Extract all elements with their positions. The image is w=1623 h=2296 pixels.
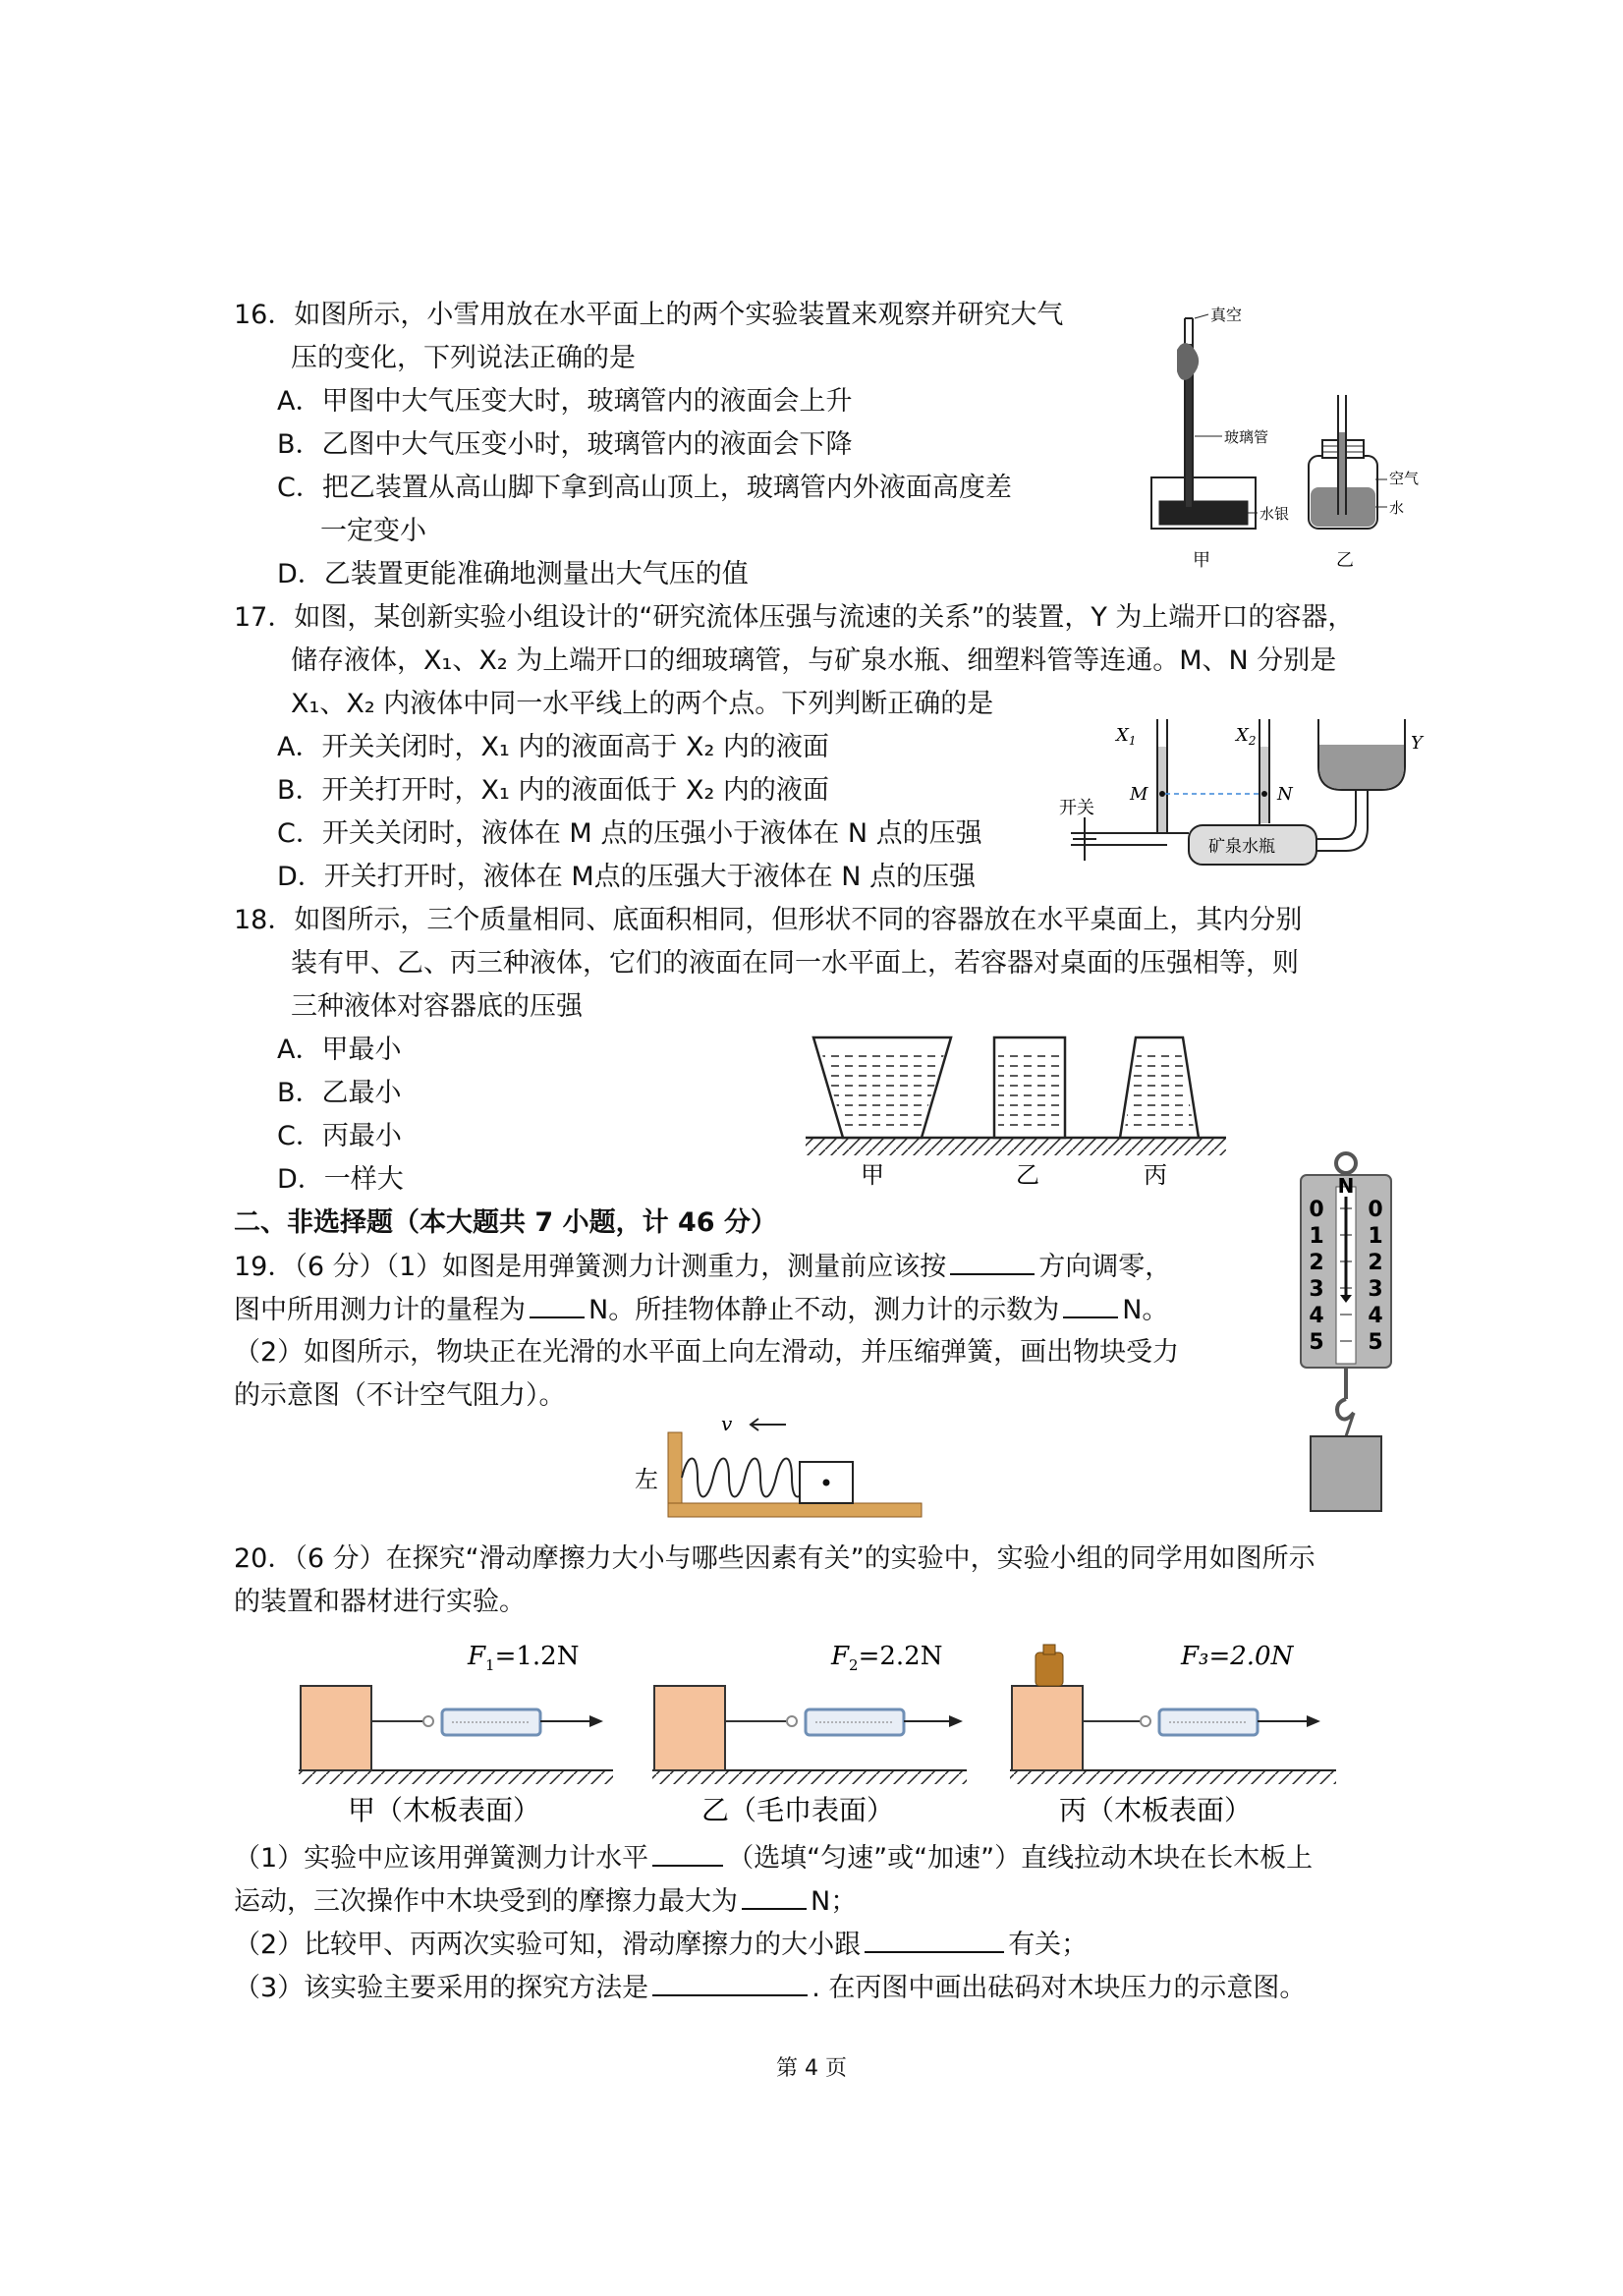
label-mercury: 水银 — [1259, 505, 1290, 523]
q19-blank-range[interactable] — [530, 1291, 585, 1318]
q19-line2-text-c: N。 — [1122, 1295, 1169, 1325]
q19-blank-reading[interactable] — [1063, 1291, 1118, 1318]
force-label-1: $F_1=1.2N$ — [468, 1642, 580, 1674]
q16-option-c-line2: 一定变小 — [320, 516, 426, 546]
wood-block — [1012, 1686, 1083, 1770]
q20-blank-max-friction[interactable] — [742, 1882, 807, 1910]
q19-line3: （2）如图所示，物块正在光滑的水平面上向左滑动，并压缩弹簧，画出物块受力 — [234, 1337, 1180, 1368]
q19-blank-zero-direction[interactable] — [950, 1248, 1035, 1275]
q19-spring-block-figure — [629, 1413, 933, 1521]
q20-blank-motion[interactable] — [652, 1839, 723, 1867]
q18-stem-line2: 装有甲、乙、丙三种液体，它们的液面在同一水平面上，若容器对桌面的压强相等，则 — [291, 948, 1299, 979]
label-velocity: v — [721, 1412, 733, 1435]
q17-option-a: A．开关关闭时，X₁ 内的液面高于 X₂ 内的液面 — [277, 732, 829, 762]
q17-stem-line2: 储存液体，X₁、X₂ 为上端开口的细玻璃管，与矿泉水瓶、细塑料管等连通。M、N 分别是 — [291, 645, 1337, 676]
q18-option-a: A．甲最小 — [277, 1035, 402, 1065]
tick-left-4: 4 — [1309, 1304, 1324, 1328]
q20-part1-text-d: N； — [811, 1886, 858, 1917]
q19-line1 — [234, 1248, 1171, 1286]
q18-option-b: B．乙最小 — [277, 1078, 402, 1108]
q20-part3-text-b: . 在丙图中画出砝码对木块压力的示意图。 — [812, 1973, 1307, 2003]
label-y: Y — [1411, 733, 1423, 754]
q17-stem-line3: X₁、X₂ 内液体中同一水平线上的两个点。下列判断正确的是 — [291, 689, 994, 719]
label-vacuum: 真空 — [1210, 306, 1243, 324]
q17-option-b: B．开关打开时，X₁ 内的液面低于 X₂ 内的液面 — [277, 775, 829, 806]
caption-bing: 丙（木板表面） — [1059, 1794, 1253, 1826]
tick-right-3: 3 — [1368, 1277, 1383, 1302]
q17-option-d: D．开关打开时，液体在 M点的压强大于液体在 N 点的压强 — [277, 862, 977, 892]
label-yi: 乙 — [1016, 1161, 1039, 1189]
tick-right-1: 1 — [1368, 1224, 1383, 1249]
label-left: 左 — [635, 1466, 658, 1493]
q20-part3-text-a: （3）该实验主要采用的探究方法是 — [234, 1973, 649, 2003]
q16-option-a: A．甲图中大气压变大时，玻璃管内的液面会上升 — [277, 386, 853, 417]
tick-left-2: 2 — [1309, 1251, 1324, 1275]
caption-jia: 甲（木板表面） — [348, 1794, 541, 1826]
tick-left-1: 1 — [1309, 1224, 1324, 1249]
scale-unit: N — [1337, 1174, 1355, 1198]
q16-option-d: D．乙装置更能准确地测量出大气压的值 — [277, 559, 749, 589]
q17-option-c: C．开关关闭时，液体在 M 点的压强小于液体在 N 点的压强 — [277, 818, 982, 849]
q20-part1-text-b: （选填“匀速”或“加速”）直线拉动木块在长木板上 — [727, 1843, 1314, 1874]
q20-line1: 20．（6 分）在探究“滑动摩擦力大小与哪些因素有关”的实验中，实验小组的同学用如图所示 — [234, 1543, 1315, 1574]
label-m: M — [1130, 784, 1148, 805]
label-x1: $X_1$ — [1116, 725, 1137, 748]
caption-yi: 乙（毛巾表面） — [701, 1794, 895, 1826]
section-2-title: 二、非选择题（本大题共 7 小题，计 46 分） — [234, 1207, 777, 1238]
q20-part1-line1 — [234, 1839, 1313, 1877]
label-water: 水 — [1389, 499, 1405, 517]
q20-line2: 的装置和器材进行实验。 — [234, 1587, 526, 1617]
label-x2: $X_2$ — [1236, 725, 1257, 748]
q20-part2-text-b: 有关； — [1008, 1930, 1089, 1960]
force-arrow — [949, 1715, 963, 1727]
q16-stem-line1: 16．如图所示，小雪用放在水平面上的两个实验装置来观察并研究大气 — [234, 300, 1064, 330]
q18-stem-line3: 三种液体对容器底的压强 — [291, 991, 583, 1022]
tick-left-5: 5 — [1309, 1330, 1324, 1355]
label-yi: 乙 — [1336, 550, 1354, 571]
page-footer: 第 4 页 — [776, 2056, 847, 2081]
label-n: N — [1277, 784, 1293, 805]
q20-part1-text-a: （1）实验中应该用弹簧测力计水平 — [234, 1843, 649, 1874]
q19-spring-scale-figure — [1297, 1148, 1395, 1536]
q19-line2-text-b: N。所挂物体静止不动，测力计的示数为 — [588, 1295, 1060, 1325]
force-arrow — [1307, 1715, 1320, 1727]
panel-yi — [652, 1642, 967, 1826]
q19-line4: 的示意图（不计空气阻力）。 — [234, 1380, 566, 1411]
q17-stem-line1: 17．如图，某创新实验小组设计的“研究流体压强与流速的关系”的装置，Y 为上端开口的容器， — [234, 602, 1355, 633]
wood-block — [654, 1686, 725, 1770]
q20-part1-line2 — [234, 1882, 857, 1921]
q16-stem-line2: 压的变化，下列说法正确的是 — [291, 343, 636, 373]
label-bottle: 矿泉水瓶 — [1208, 837, 1275, 857]
hand-icon — [1177, 343, 1199, 380]
q19-line2-text-a: 图中所用测力计的量程为 — [234, 1295, 526, 1325]
panel-jia — [299, 1642, 613, 1826]
wood-block — [301, 1686, 371, 1770]
label-air: 空气 — [1389, 470, 1420, 487]
q19-line1-text-a: 19．（6 分）（1）如图是用弹簧测力计测重力，测量前应该按 — [234, 1252, 947, 1282]
q20-blank-method[interactable] — [652, 1969, 808, 1996]
tick-right-2: 2 — [1368, 1251, 1383, 1275]
tick-left-3: 3 — [1309, 1277, 1324, 1302]
panel-bing — [1010, 1642, 1336, 1826]
q20-part1-text-c: 运动，三次操作中木块受到的摩擦力最大为 — [234, 1886, 738, 1917]
tick-left-0: 0 — [1309, 1198, 1324, 1222]
q20-blank-factor[interactable] — [865, 1926, 1004, 1953]
label-switch: 开关 — [1059, 798, 1094, 818]
mercury-trough — [1159, 501, 1248, 525]
force-arrow — [589, 1715, 603, 1727]
tick-right-5: 5 — [1368, 1330, 1383, 1355]
force-label-2: $F_2=2.2N$ — [831, 1642, 943, 1674]
q17-figure — [1051, 707, 1425, 884]
label-jia: 甲 — [861, 1161, 884, 1189]
hanging-weight — [1311, 1436, 1381, 1511]
weight-icon — [1035, 1652, 1063, 1686]
force-label-3: F₃=2.0N — [1181, 1642, 1294, 1671]
q20-part2 — [234, 1926, 1088, 1964]
q20-part3 — [234, 1969, 1306, 2007]
spring — [682, 1459, 808, 1497]
q18-option-c: C．丙最小 — [277, 1121, 402, 1151]
label-bing: 丙 — [1144, 1161, 1167, 1189]
q19-line1-text-b: 方向调零， — [1038, 1252, 1172, 1282]
q16-figure — [1140, 305, 1425, 580]
q18-stem-line1: 18．如图所示，三个质量相同、底面积相同，但形状不同的容器放在水平桌面上，其内分别 — [234, 905, 1303, 935]
q18-figure — [802, 1032, 1234, 1189]
q18-option-d: D．一样大 — [277, 1164, 404, 1195]
tick-right-0: 0 — [1368, 1198, 1383, 1222]
q19-line2 — [234, 1291, 1168, 1329]
q20-part2-text-a: （2）比较甲、丙两次实验可知，滑动摩擦力的大小跟 — [234, 1930, 862, 1960]
q16-option-c-line1: C．把乙装置从高山脚下拿到高山顶上，玻璃管内外液面高度差 — [277, 473, 1012, 503]
label-jia: 甲 — [1193, 550, 1210, 571]
q20-figure — [285, 1623, 1346, 1839]
tick-right-4: 4 — [1368, 1304, 1383, 1328]
q16-option-b: B．乙图中大气压变小时，玻璃管内的液面会下降 — [277, 429, 853, 460]
label-tube: 玻璃管 — [1224, 428, 1269, 446]
